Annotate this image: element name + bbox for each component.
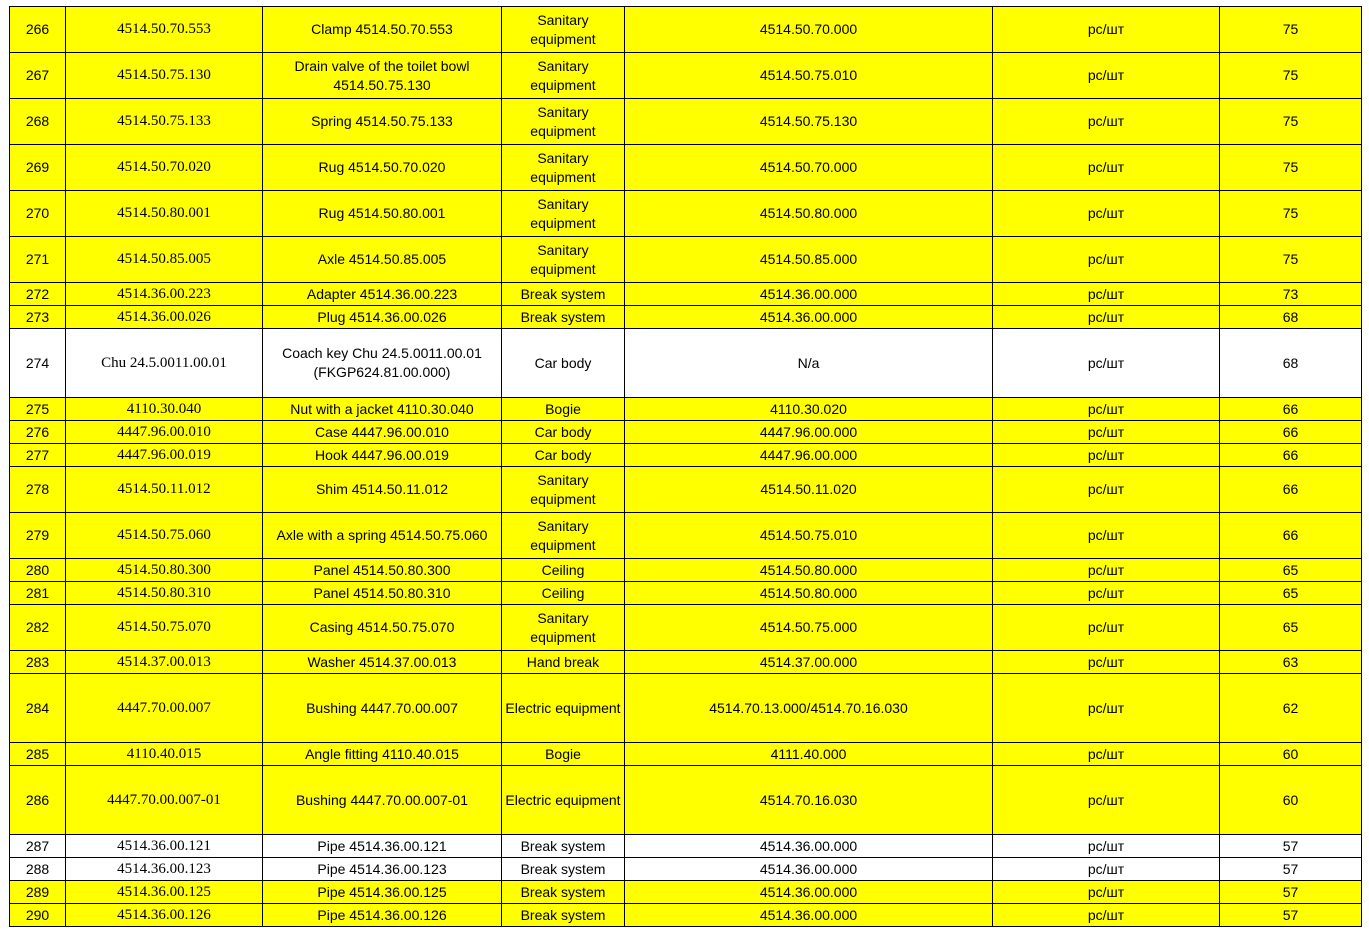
table-row: [10, 651, 1362, 674]
unit-cell: pc/шт: [993, 444, 1220, 467]
table-row: [10, 674, 1362, 743]
quantity-cell: 63: [1220, 651, 1362, 674]
quantity-cell: 73: [1220, 283, 1362, 306]
unit-cell: pc/шт: [993, 467, 1220, 513]
part-name-cell: Adapter 4514.36.00.223: [263, 283, 502, 306]
parent-assembly-cell: 4514.70.16.030: [625, 766, 993, 835]
system-group-cell: Electric equipment: [502, 674, 625, 743]
row-number-cell: 276: [10, 421, 66, 444]
part-name-cell: Bushing 4447.70.00.007: [263, 674, 502, 743]
quantity-cell: 57: [1220, 858, 1362, 881]
table-row: [10, 881, 1362, 904]
row-number-cell: 288: [10, 858, 66, 881]
part-name-cell: Spring 4514.50.75.133: [263, 99, 502, 145]
quantity-cell: 57: [1220, 881, 1362, 904]
part-name-cell: Pipe 4514.36.00.125: [263, 881, 502, 904]
parent-assembly-cell: 4110.30.020: [625, 398, 993, 421]
part-code-cell: 4514.36.00.125: [66, 881, 263, 904]
quantity-cell: 57: [1220, 904, 1362, 927]
row-number-cell: 283: [10, 651, 66, 674]
part-code-cell: 4514.36.00.121: [66, 835, 263, 858]
part-code-cell: 4514.50.85.005: [66, 237, 263, 283]
row-number-cell: 270: [10, 191, 66, 237]
quantity-cell: 65: [1220, 559, 1362, 582]
table-row: [10, 191, 1362, 237]
quantity-cell: 75: [1220, 145, 1362, 191]
system-group-cell: Sanitary equipment: [502, 7, 625, 53]
table-row: [10, 53, 1362, 99]
part-code-cell: 4514.50.75.133: [66, 99, 263, 145]
part-name-cell: Coach key Chu 24.5.0011.00.01 (FKGP624.81.00.000): [263, 329, 502, 398]
unit-cell: pc/шт: [993, 651, 1220, 674]
system-group-cell: Electric equipment: [502, 766, 625, 835]
row-number-cell: 281: [10, 582, 66, 605]
system-group-cell: Sanitary equipment: [502, 53, 625, 99]
table-row: [10, 237, 1362, 283]
part-name-cell: Bushing 4447.70.00.007-01: [263, 766, 502, 835]
part-code-cell: 4514.50.80.001: [66, 191, 263, 237]
parent-assembly-cell: 4514.50.85.000: [625, 237, 993, 283]
parent-assembly-cell: 4514.50.75.000: [625, 605, 993, 651]
parent-assembly-cell: 4514.50.75.130: [625, 99, 993, 145]
part-code-cell: 4514.36.00.126: [66, 904, 263, 927]
row-number-cell: 275: [10, 398, 66, 421]
quantity-cell: 60: [1220, 743, 1362, 766]
part-name-cell: Panel 4514.50.80.300: [263, 559, 502, 582]
table-row: [10, 7, 1362, 53]
table-row: [10, 766, 1362, 835]
row-number-cell: 273: [10, 306, 66, 329]
row-number-cell: 266: [10, 7, 66, 53]
parent-assembly-cell: 4514.50.70.000: [625, 7, 993, 53]
part-name-cell: Hook 4447.96.00.019: [263, 444, 502, 467]
parent-assembly-cell: 4514.36.00.000: [625, 858, 993, 881]
quantity-cell: 66: [1220, 467, 1362, 513]
part-code-cell: 4110.40.015: [66, 743, 263, 766]
system-group-cell: Break system: [502, 858, 625, 881]
parts-table: [9, 6, 1362, 927]
table-row: [10, 559, 1362, 582]
system-group-cell: Sanitary equipment: [502, 605, 625, 651]
table-row: [10, 582, 1362, 605]
quantity-cell: 65: [1220, 582, 1362, 605]
parent-assembly-cell: 4514.70.13.000/4514.70.16.030: [625, 674, 993, 743]
parent-assembly-cell: 4447.96.00.000: [625, 444, 993, 467]
row-number-cell: 285: [10, 743, 66, 766]
quantity-cell: 60: [1220, 766, 1362, 835]
part-name-cell: Drain valve of the toilet bowl 4514.50.75.130: [263, 53, 502, 99]
part-code-cell: Chu 24.5.0011.00.01: [66, 329, 263, 398]
part-code-cell: 4514.50.75.060: [66, 513, 263, 559]
part-name-cell: Case 4447.96.00.010: [263, 421, 502, 444]
parent-assembly-cell: 4514.50.70.000: [625, 145, 993, 191]
quantity-cell: 75: [1220, 191, 1362, 237]
part-code-cell: 4514.36.00.223: [66, 283, 263, 306]
part-code-cell: 4447.96.00.010: [66, 421, 263, 444]
part-code-cell: 4447.70.00.007-01: [66, 766, 263, 835]
part-name-cell: Pipe 4514.36.00.121: [263, 835, 502, 858]
table-row: [10, 283, 1362, 306]
unit-cell: pc/шт: [993, 237, 1220, 283]
part-code-cell: 4447.96.00.019: [66, 444, 263, 467]
table-row: [10, 858, 1362, 881]
part-name-cell: Rug 4514.50.70.020: [263, 145, 502, 191]
system-group-cell: Car body: [502, 329, 625, 398]
quantity-cell: 66: [1220, 513, 1362, 559]
part-code-cell: 4110.30.040: [66, 398, 263, 421]
system-group-cell: Break system: [502, 306, 625, 329]
part-name-cell: Axle with a spring 4514.50.75.060: [263, 513, 502, 559]
parent-assembly-cell: 4514.36.00.000: [625, 904, 993, 927]
parent-assembly-cell: 4514.50.75.010: [625, 513, 993, 559]
parent-assembly-cell: 4447.96.00.000: [625, 421, 993, 444]
part-name-cell: Pipe 4514.36.00.123: [263, 858, 502, 881]
unit-cell: pc/шт: [993, 881, 1220, 904]
table-row: [10, 835, 1362, 858]
parent-assembly-cell: 4514.50.11.020: [625, 467, 993, 513]
unit-cell: pc/шт: [993, 398, 1220, 421]
table-row: [10, 421, 1362, 444]
unit-cell: pc/шт: [993, 743, 1220, 766]
unit-cell: pc/шт: [993, 53, 1220, 99]
quantity-cell: 75: [1220, 237, 1362, 283]
table-row: [10, 306, 1362, 329]
quantity-cell: 75: [1220, 99, 1362, 145]
table-row: [10, 467, 1362, 513]
part-code-cell: 4514.50.75.130: [66, 53, 263, 99]
part-name-cell: Nut with a jacket 4110.30.040: [263, 398, 502, 421]
part-code-cell: 4514.50.11.012: [66, 467, 263, 513]
system-group-cell: Sanitary equipment: [502, 145, 625, 191]
part-name-cell: Angle fitting 4110.40.015: [263, 743, 502, 766]
parent-assembly-cell: 4514.50.80.000: [625, 582, 993, 605]
table-row: [10, 605, 1362, 651]
system-group-cell: Sanitary equipment: [502, 237, 625, 283]
parent-assembly-cell: 4514.36.00.000: [625, 881, 993, 904]
quantity-cell: 66: [1220, 398, 1362, 421]
parent-assembly-cell: 4514.50.80.000: [625, 191, 993, 237]
row-number-cell: 279: [10, 513, 66, 559]
system-group-cell: Break system: [502, 283, 625, 306]
system-group-cell: Break system: [502, 904, 625, 927]
part-code-cell: 4514.50.80.310: [66, 582, 263, 605]
quantity-cell: 57: [1220, 835, 1362, 858]
part-code-cell: 4514.50.75.070: [66, 605, 263, 651]
unit-cell: pc/шт: [993, 145, 1220, 191]
system-group-cell: Ceiling: [502, 582, 625, 605]
system-group-cell: Ceiling: [502, 559, 625, 582]
row-number-cell: 286: [10, 766, 66, 835]
table-row: [10, 444, 1362, 467]
row-number-cell: 284: [10, 674, 66, 743]
part-name-cell: Rug 4514.50.80.001: [263, 191, 502, 237]
unit-cell: pc/шт: [993, 766, 1220, 835]
parent-assembly-cell: 4514.50.80.000: [625, 559, 993, 582]
table-row: [10, 145, 1362, 191]
row-number-cell: 287: [10, 835, 66, 858]
row-number-cell: 274: [10, 329, 66, 398]
part-code-cell: 4514.50.70.020: [66, 145, 263, 191]
unit-cell: pc/шт: [993, 191, 1220, 237]
unit-cell: pc/шт: [993, 283, 1220, 306]
parent-assembly-cell: 4514.50.75.010: [625, 53, 993, 99]
table-row: [10, 743, 1362, 766]
unit-cell: pc/шт: [993, 904, 1220, 927]
part-name-cell: Plug 4514.36.00.026: [263, 306, 502, 329]
table-row: [10, 99, 1362, 145]
system-group-cell: Break system: [502, 881, 625, 904]
row-number-cell: 290: [10, 904, 66, 927]
parent-assembly-cell: 4514.37.00.000: [625, 651, 993, 674]
part-name-cell: Shim 4514.50.11.012: [263, 467, 502, 513]
row-number-cell: 277: [10, 444, 66, 467]
quantity-cell: 68: [1220, 306, 1362, 329]
part-name-cell: Axle 4514.50.85.005: [263, 237, 502, 283]
quantity-cell: 75: [1220, 7, 1362, 53]
table-row: [10, 329, 1362, 398]
system-group-cell: Hand break: [502, 651, 625, 674]
part-code-cell: 4514.50.70.553: [66, 7, 263, 53]
quantity-cell: 65: [1220, 605, 1362, 651]
system-group-cell: Bogie: [502, 743, 625, 766]
part-name-cell: Pipe 4514.36.00.126: [263, 904, 502, 927]
unit-cell: pc/шт: [993, 306, 1220, 329]
row-number-cell: 280: [10, 559, 66, 582]
system-group-cell: Sanitary equipment: [502, 99, 625, 145]
part-code-cell: 4514.36.00.026: [66, 306, 263, 329]
part-code-cell: 4514.50.80.300: [66, 559, 263, 582]
system-group-cell: Break system: [502, 835, 625, 858]
part-name-cell: Panel 4514.50.80.310: [263, 582, 502, 605]
quantity-cell: 66: [1220, 444, 1362, 467]
part-code-cell: 4447.70.00.007: [66, 674, 263, 743]
quantity-cell: 62: [1220, 674, 1362, 743]
unit-cell: pc/шт: [993, 582, 1220, 605]
row-number-cell: 289: [10, 881, 66, 904]
part-name-cell: Clamp 4514.50.70.553: [263, 7, 502, 53]
unit-cell: pc/шт: [993, 674, 1220, 743]
part-name-cell: Washer 4514.37.00.013: [263, 651, 502, 674]
unit-cell: pc/шт: [993, 858, 1220, 881]
unit-cell: pc/шт: [993, 559, 1220, 582]
unit-cell: pc/шт: [993, 99, 1220, 145]
unit-cell: pc/шт: [993, 421, 1220, 444]
parent-assembly-cell: 4111.40.000: [625, 743, 993, 766]
parent-assembly-cell: N/a: [625, 329, 993, 398]
system-group-cell: Sanitary equipment: [502, 513, 625, 559]
table-row: [10, 513, 1362, 559]
system-group-cell: Car body: [502, 444, 625, 467]
parent-assembly-cell: 4514.36.00.000: [625, 306, 993, 329]
system-group-cell: Car body: [502, 421, 625, 444]
row-number-cell: 267: [10, 53, 66, 99]
unit-cell: pc/шт: [993, 605, 1220, 651]
quantity-cell: 68: [1220, 329, 1362, 398]
part-code-cell: 4514.37.00.013: [66, 651, 263, 674]
row-number-cell: 278: [10, 467, 66, 513]
parts-table-body: [10, 7, 1362, 927]
quantity-cell: 66: [1220, 421, 1362, 444]
unit-cell: pc/шт: [993, 7, 1220, 53]
quantity-cell: 75: [1220, 53, 1362, 99]
table-row: [10, 904, 1362, 927]
unit-cell: pc/шт: [993, 329, 1220, 398]
unit-cell: pc/шт: [993, 835, 1220, 858]
system-group-cell: Sanitary equipment: [502, 467, 625, 513]
parent-assembly-cell: 4514.36.00.000: [625, 283, 993, 306]
part-name-cell: Casing 4514.50.75.070: [263, 605, 502, 651]
table-row: [10, 398, 1362, 421]
system-group-cell: Sanitary equipment: [502, 191, 625, 237]
row-number-cell: 268: [10, 99, 66, 145]
parent-assembly-cell: 4514.36.00.000: [625, 835, 993, 858]
part-code-cell: 4514.36.00.123: [66, 858, 263, 881]
row-number-cell: 282: [10, 605, 66, 651]
unit-cell: pc/шт: [993, 513, 1220, 559]
row-number-cell: 271: [10, 237, 66, 283]
row-number-cell: 272: [10, 283, 66, 306]
row-number-cell: 269: [10, 145, 66, 191]
system-group-cell: Bogie: [502, 398, 625, 421]
